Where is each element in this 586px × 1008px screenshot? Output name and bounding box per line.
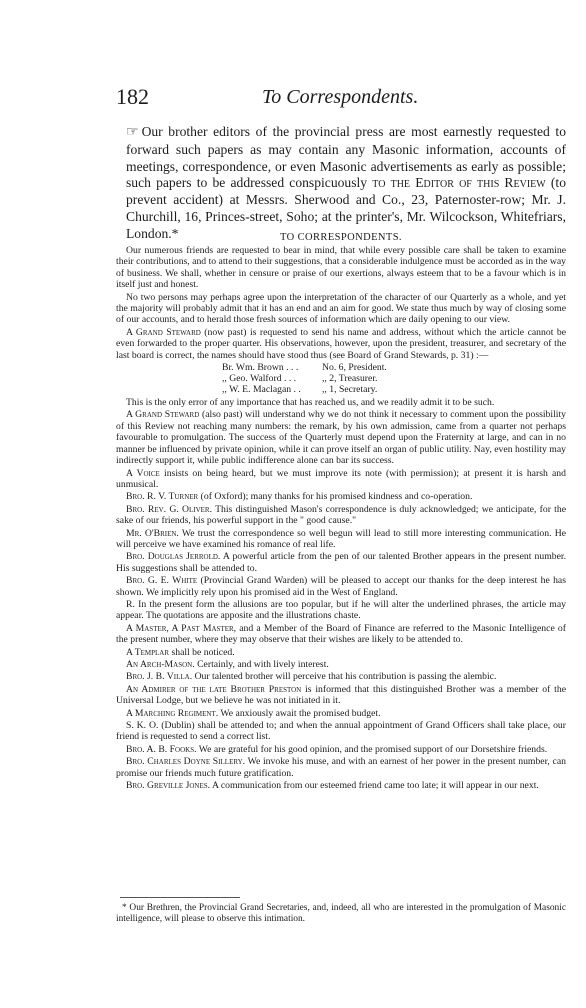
- paragraph: S. K. O. (Dublin) shall be attended to; and when the annual appointment of Grand Officers shall take place, our friend is requested to send a correct list.: [116, 720, 566, 743]
- paragraph: R. In the present form the allusions are too popular, but if he will alter the underlined phrases, the article may appear. The quotations are apposite and the illustrations chaste.: [116, 598, 566, 622]
- paragraph: A Marching Regiment. We anxiously await the promised budget.: [126, 707, 381, 719]
- footnote-divider: [120, 897, 240, 898]
- page-number: 182: [116, 84, 149, 109]
- paragraph: Bro. Greville Jones. A communication from our esteemed friend came too late; it will appear in our next.: [126, 780, 539, 792]
- page-header: [116, 84, 566, 110]
- paragraph: Bro. J. B. Villa. Our talented brother will perceive that his contribution is passing the alembic.: [126, 671, 497, 683]
- paragraph: A Templar shall be noticed.: [126, 646, 235, 658]
- paragraph: Bro. Charles Doyne Sillery. We invoke his muse, and with an earnest of her power in the present number, can promise our friends much future gratification.: [116, 756, 566, 779]
- paragraph: Bro. R. V. Turner (of Oxford); many thanks for his promised kindness and co-operation.: [126, 491, 473, 503]
- footnote: * Our Brethren, the Provincial Grand Secretaries, and, indeed, all who are interested in the promulgation of Masonic intelligence, will please to observe this intimation.: [116, 903, 566, 925]
- paragraph: No two persons may perhaps agree upon the interpretation of the character of our Quarterly as a whole, and yet the majority will probably admit that it has an end and an aim for good. We state thus much by way of closing some of our accounts, and to herald those fresh sources of information which are daily opening to our view.: [116, 291, 566, 326]
- paragraph: An Arch-Mason. Certainly, and with lively interest.: [126, 659, 329, 670]
- paragraph: A Grand Steward (also past) will understand why we do not think it necessary to comment upon the possibility of this Review not reaching many numbers: the remark, by his own admission, came from a quarter not perhaps favourable to promulgation. The success of the Quarterly must depend upon the Fraternity at large, and can in no manner be influenced by private opinion, while it can prove itself an organ of public utility. Nay, even hostility may indirectly support it, while public indifference alone can bar its success.: [116, 409, 566, 467]
- editor-notice: [116, 124, 566, 243]
- paragraph: Our numerous friends are requested to bear in mind, that while every possible care shall be taken to examine their contributions, and to attend to their suggestions, that a considerable indulgence must be accorded as in the way of business. We shall, whether in censure or praise of our exertions, always esteem that to be a favour which is in itself just and honest.: [116, 245, 566, 291]
- paragraph: A Voice insists on being heard, but we must improve its note (with permission); at present it is harsh and unmusical.: [116, 467, 566, 490]
- officer-row: Br. Wm. Brown . . . No. 6, President.: [222, 362, 387, 374]
- paragraph: Mr. O'Brien. We trust the correspondence so well begun will lead to still more interesting communication. He will perceive we have examined his romance of real life.: [116, 527, 566, 550]
- officer-list: [116, 362, 566, 395]
- paragraph: An Admirer of the late Brother Preston is informed that this distinguished Brother was a member of the Universal Lodge, but we believe he was not initiated in it.: [116, 683, 566, 707]
- notice-text-2: (to prevent accident) at Messrs. Sherwood and Co., 23, Paternoster-row; Mr. J. Churchill, 16, Princes-street, Soho; at the printer's, Mr. Wilcockson, Whitefriars, London.*: [126, 175, 566, 241]
- officer-row: ,, W. E. Maclagan . . ,, 1, Secretary.: [222, 384, 378, 396]
- paragraph: This is the only error of any importance that has reached us, and we readily admit it to be such.: [126, 397, 495, 409]
- paragraph: Bro. Rev. G. Oliver. This distinguished Mason's correspondence is duly acknowledged; we anticipate, for the sake of our friends, his powerful support in the " good cause.": [116, 503, 567, 527]
- running-head: To Correspondents.: [262, 86, 419, 108]
- paragraph: A Master, A Past Master, and a Member of the Board of Finance are referred to the Masonic Intelligence of the present number, where they may observe that their wishes are likely to be attended to.: [116, 622, 566, 646]
- section-heading: TO CORRESPONDENTS.: [280, 232, 402, 243]
- notice-to-editor: to the Editor of this Review: [372, 175, 546, 191]
- paragraph: A Grand Steward (now past) is requested to send his name and address, without which the article cannot be even forwarded to the proper quarter. His observations, however, upon the president, treasurer, and secretary of the last board is correct, the names should have stood thus (see Board of Grand Stewards, p. 31) :—: [116, 326, 567, 361]
- pointing-hand-icon: ☞: [126, 125, 139, 140]
- notice-text-1: Our brother editors of the provincial press are most earnestly requested to forward such papers as may contain any Masonic information, accounts of meetings, correspondence, or even Masonic advertisements as early as possible; such papers to be addressed conspicuously: [126, 124, 566, 191]
- paragraph: Bro. A. B. Fooks. We are grateful for his good opinion, and the promised support of our Dorsetshire friends.: [126, 743, 548, 755]
- paragraph: Bro. Douglas Jerrold. A powerful article from the pen of our talented Brother appears in the present number. His suggestions shall be attended to.: [116, 551, 566, 574]
- correspondents-column: [116, 245, 566, 792]
- officer-row: ,, Geo. Walford . . . ,, 2, Treasurer.: [222, 373, 378, 385]
- paragraph: Bro. G. E. White (Provincial Grand Warden) will be pleased to accept our thanks for the deep interest he has shown. We implicitly rely upon his promised aid in the West of England.: [116, 575, 566, 598]
